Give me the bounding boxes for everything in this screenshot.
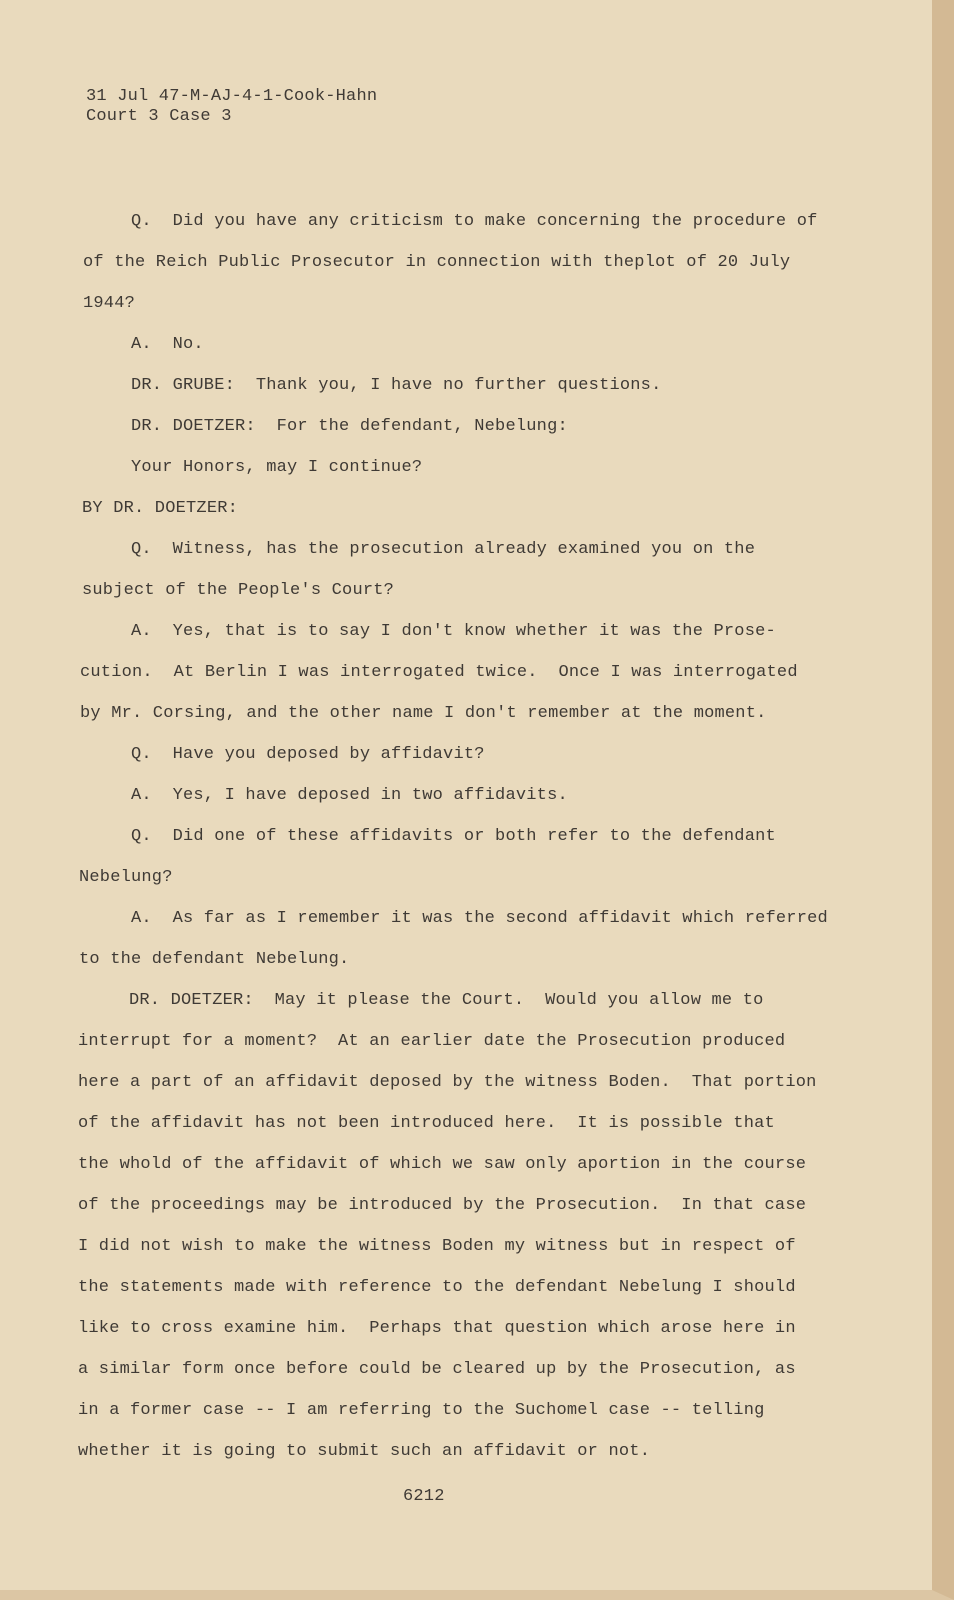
body-line: to the defendant Nebelung. (79, 950, 350, 969)
body-line: A. Yes, I have deposed in two affidavits. (131, 786, 568, 805)
body-line: a similar form once before could be cleared up by the Prosecution, as (78, 1360, 796, 1379)
body-line: Q. Did you have any criticism to make concerning the procedure of (131, 212, 818, 231)
body-line: Q. Witness, has the prosecution already examined you on the (131, 540, 756, 559)
body-line: 1944? (83, 294, 136, 313)
page-number: 6212 (403, 1487, 445, 1506)
body-line: A. Yes, that is to say I don't know whether it was the Prose- (131, 622, 776, 641)
body-line: Nebelung? (79, 868, 173, 887)
body-line: Q. Have you deposed by affidavit? (131, 745, 485, 764)
body-line: A. No. (131, 335, 204, 354)
body-line: of the proceedings may be introduced by the Prosecution. In that case (78, 1196, 807, 1215)
body-line: DR. GRUBE: Thank you, I have no further questions. (131, 376, 662, 395)
body-line: DR. DOETZER: For the defendant, Nebelung: (131, 417, 568, 436)
header-line-2: Court 3 Case 3 (86, 107, 232, 126)
body-line: in a former case -- I am referring to the Suchomel case -- telling (78, 1401, 765, 1420)
body-line: of the affidavit has not been introduced here. It is possible that (78, 1114, 775, 1133)
body-line: Q. Did one of these affidavits or both refer to the defendant (131, 827, 776, 846)
body-line: Your Honors, may I continue? (131, 458, 423, 477)
body-line: of the Reich Public Prosecutor in connection with theplot of 20 July (83, 253, 791, 272)
body-line: by Mr. Corsing, and the other name I don't remember at the moment. (80, 704, 767, 723)
body-line: the statements made with reference to the defendant Nebelung I should (78, 1278, 796, 1297)
body-line: like to cross examine him. Perhaps that question which arose here in (78, 1319, 796, 1338)
body-line: BY DR. DOETZER: (82, 499, 239, 518)
body-line: interrupt for a moment? At an earlier date the Prosecution produced (78, 1032, 786, 1051)
body-line: DR. DOETZER: May it please the Court. Would you allow me to (129, 991, 764, 1010)
body-line: the whold of the affidavit of which we saw only aportion in the course (78, 1155, 807, 1174)
body-line: here a part of an affidavit deposed by the witness Boden. That portion (78, 1073, 817, 1092)
body-line: A. As far as I remember it was the second affidavit which referred (131, 909, 828, 928)
body-line: whether it is going to submit such an affidavit or not. (78, 1442, 651, 1461)
body-line: cution. At Berlin I was interrogated twice. Once I was interrogated (80, 663, 798, 682)
body-line: subject of the People's Court? (82, 581, 395, 600)
body-line: I did not wish to make the witness Boden my witness but in respect of (78, 1237, 796, 1256)
header-line-1: 31 Jul 47-M-AJ-4-1-Cook-Hahn (86, 87, 378, 106)
